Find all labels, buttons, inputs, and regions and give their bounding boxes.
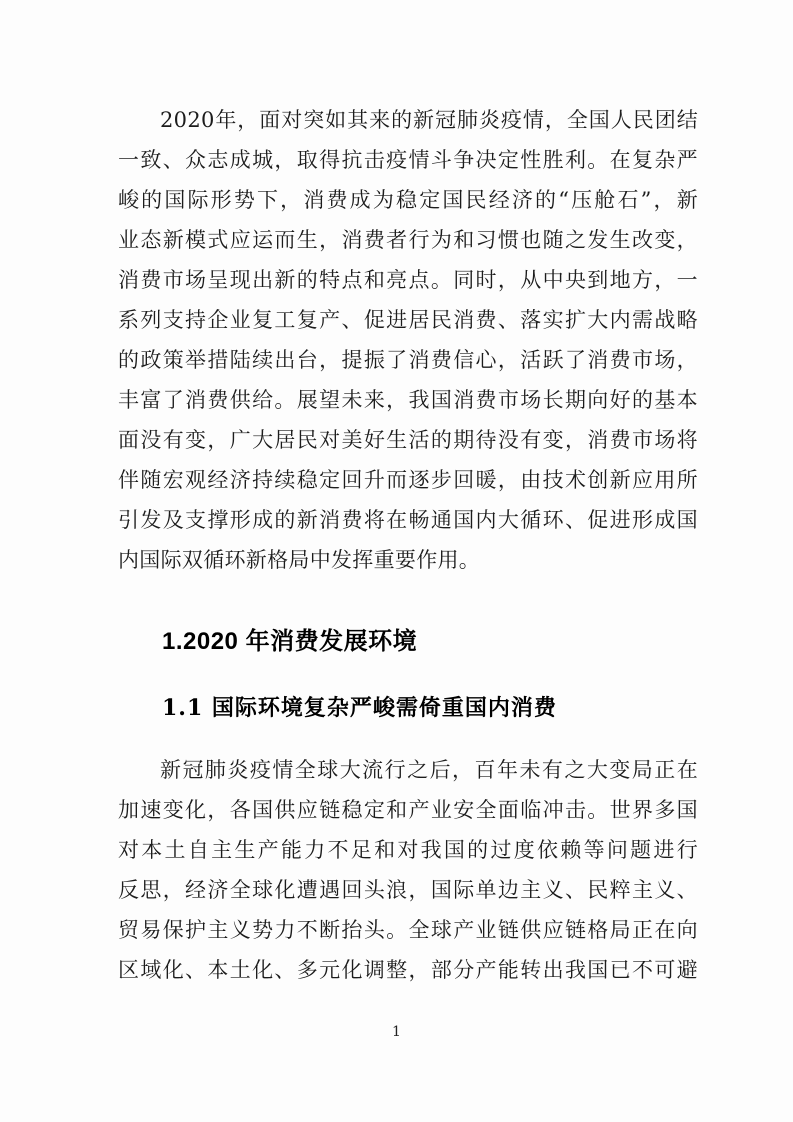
- body-text-line: 面没有变，广大居民对美好生活的期待没有变，消费市场将: [118, 428, 698, 452]
- page-number: 1: [392, 1024, 401, 1040]
- body-text-line: 业态新模式应运而生，消费者行为和习惯也随之发生改变，: [118, 228, 698, 252]
- body-text-line: 引发及支撑形成的新消费将在畅通国内大循环、促进形成国: [118, 508, 698, 532]
- body-text-line: 的政策举措陆续出台，提振了消费信心，活跃了消费市场，: [118, 348, 698, 372]
- body-text-line: 反思，经济全球化遭遇回头浪，国际单边主义、民粹主义、: [118, 878, 698, 902]
- body-text-line: 内国际双循环新格局中发挥重要作用。: [118, 548, 481, 572]
- body-text-line: 2020年，面对突如其来的新冠肺炎疫情，全国人民团结: [160, 108, 698, 132]
- body-text-line: 贸易保护主义势力不断抬头。全球产业链供应链格局正在向: [118, 918, 698, 942]
- body-text-line: 新冠肺炎疫情全球大流行之后，百年未有之大变局正在: [160, 758, 698, 782]
- paragraph-1: [118, 100, 698, 580]
- body-text-line: 一致、众志成城，取得抗击疫情斗争决定性胜利。在复杂严: [118, 148, 698, 172]
- body-text-line: 峻的国际形势下，消费成为稳定国民经济的“压舱石”，新: [118, 188, 698, 212]
- subsection-heading: 1.1 国际环境复杂严峻需倚重国内消费: [162, 695, 557, 721]
- body-text-line: 伴随宏观经济持续稳定回升而逐步回暖，由技术创新应用所: [118, 468, 698, 492]
- page-content: [118, 100, 698, 990]
- body-text-line: 对本土自主生产能力不足和对我国的过度依赖等问题进行: [118, 838, 698, 862]
- body-text-line: 加速变化，各国供应链稳定和产业安全面临冲击。世界多国: [118, 798, 698, 822]
- body-text-line: 丰富了消费供给。展望未来，我国消费市场长期向好的基本: [118, 388, 698, 412]
- body-text-line: 消费市场呈现出新的特点和亮点。同时，从中央到地方，一: [118, 268, 698, 292]
- paragraph-2: [118, 750, 698, 990]
- section-heading: 1.2020 年消费发展环境: [162, 628, 418, 655]
- body-text-line: 区域化、本土化、多元化调整，部分产能转出我国已不可避: [118, 958, 698, 982]
- body-text-line: 系列支持企业复工复产、促进居民消费、落实扩大内需战略: [118, 308, 698, 332]
